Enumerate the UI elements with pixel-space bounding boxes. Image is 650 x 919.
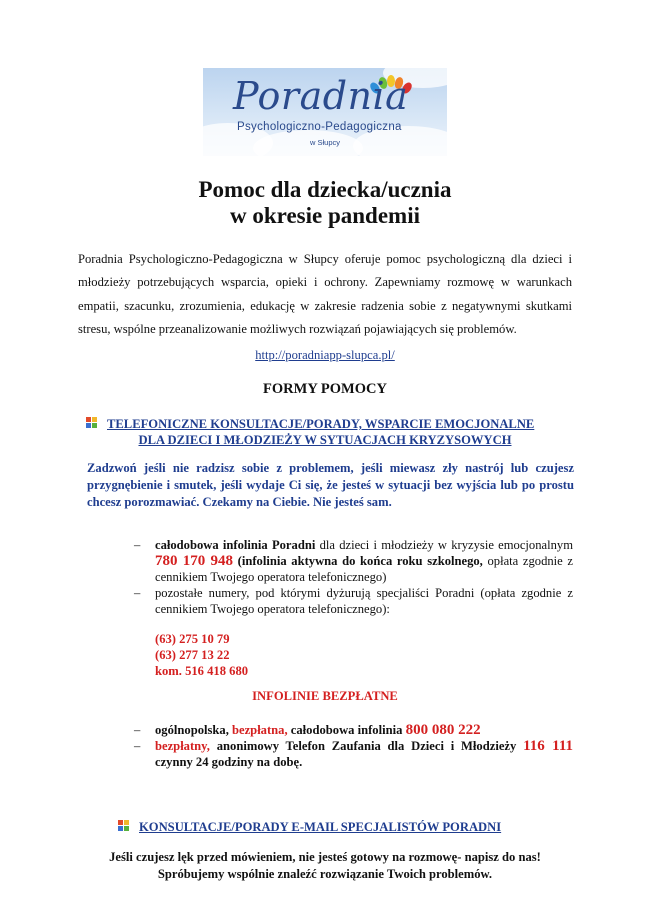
hotline-free-label: bezpłatna, (232, 723, 288, 737)
phone-list (134, 537, 573, 617)
list-item (134, 585, 573, 617)
intro-paragraph (78, 248, 572, 341)
infolinia-number: 780 170 948 (155, 553, 233, 569)
list-item (134, 722, 573, 738)
closing-line-1: Jeśli czujesz lęk przed mówieniem, nie jesteś gotowy na rozmowę- napisz do nas! (109, 850, 541, 864)
phone-numbers (155, 631, 248, 679)
list-item (134, 738, 573, 770)
forms-heading: FORMY POMOCY (263, 381, 387, 397)
trust-phone-desc: anonimowy Telefon Zaufania dla Dzieci i Młodzieży (209, 739, 524, 753)
section-email-heading (118, 819, 501, 835)
section-email-heading-text: KONSULTACJE/PORADY E-MAIL SPECJALISTÓW PORADNI (139, 820, 502, 834)
colored-bullet-icon (86, 417, 98, 429)
hotline-desc-b: całodobowa infolinia (287, 723, 406, 737)
trust-phone-hours: czynny 24 godziny na dobę. (155, 755, 303, 769)
dash-bullet: – (134, 723, 141, 737)
logo-location: w Słupcy (309, 138, 340, 147)
logo-subtitle: Psychologiczno-Pedagogiczna (237, 121, 402, 133)
title-line-2: w okresie pandemii (230, 203, 420, 228)
infolinia-desc: dla dzieci i młodzieży w kryzysie emocjonalnym (315, 538, 573, 552)
list-item (134, 537, 573, 585)
intro-text: Poradnia Psychologiczno-Pedagogiczna w Słupcy oferuje pomoc psychologiczną dla dzieci i młodzieży potrzebujących wsparcia, opieki i ochrony. Zapewniamy rozmowę w warunkach empatii, szacunku, zrozumienia, edukację w zakresie radzenia sobie z negatywnymi skutkami stresu, wspólne przeanalizowanie możliwych rozwiązań pojawiających się problemów. (78, 252, 572, 336)
colored-bullet-icon (118, 820, 130, 832)
logo-wordmark: Poradnia (233, 74, 409, 118)
poradnia-logo (203, 68, 447, 156)
section-phone-heading-line-1: TELEFONICZNE KONSULTACJE/PORADY, WSPARCIE EMOCJONALNE (107, 417, 535, 431)
website-link-row (0, 348, 650, 363)
section-phone-heading (86, 416, 534, 432)
phone-number: (63) 277 13 22 (155, 648, 230, 662)
phone-number: kom. 516 418 680 (155, 664, 249, 678)
free-hotlines-heading: INFOLINIE BEZPŁATNE (252, 689, 398, 703)
section-phone-heading-line-2: DLA DZIECI I MŁODZIEŻY W SYTUACJACH KRYZYSOWYCH (138, 433, 512, 447)
dash-bullet: – (134, 586, 141, 600)
free-hotline-list (134, 722, 573, 770)
infolinia-fee-note: opłata zgodnie z cennikiem Twojego operatora telefonicznego) (155, 554, 573, 584)
website-link[interactable]: http://poradniapp-slupca.pl/ (255, 348, 395, 362)
phone-number: (63) 275 10 79 (155, 632, 230, 646)
other-numbers-text: pozostałe numery, pod którymi dyżurują specjaliści Poradni (opłata zgodnie z cennikiem Twojego operatora telefonicznego): (155, 586, 573, 616)
hotline-desc-a: ogólnopolska, (155, 723, 232, 737)
title-line-1: Pomoc dla dziecka/ucznia (198, 177, 452, 202)
encouragement-paragraph: Zadzwoń jeśli nie radzisz sobie z problemem, jeśli miewasz zły nastrój lub czujesz przygnębienie i smutek, jeśli wydaje Ci się, że jesteś w sytuacji bez wyjścia lub po prostu chcesz porozmawiać. Czekamy na Ciebie. Nie jesteś sam. (87, 461, 574, 509)
closing-text (0, 849, 650, 883)
infolinia-label: całodobowa infolinia Poradni (155, 538, 316, 552)
section-phone-heading-cont (0, 432, 650, 448)
dash-bullet: – (134, 538, 141, 552)
infolinia-note: (infolinia aktywna do końca roku szkolnego, (233, 554, 483, 568)
hotline-number: 800 080 222 (405, 722, 481, 738)
dash-bullet: – (134, 739, 141, 753)
closing-line-2: Spróbujemy wspólnie znaleźć rozwiązanie Twoich problemów. (157, 867, 493, 881)
trust-phone-free-label: bezpłatny, (155, 739, 210, 753)
trust-phone-number: 116 111 (523, 738, 573, 754)
page-title (0, 177, 650, 229)
